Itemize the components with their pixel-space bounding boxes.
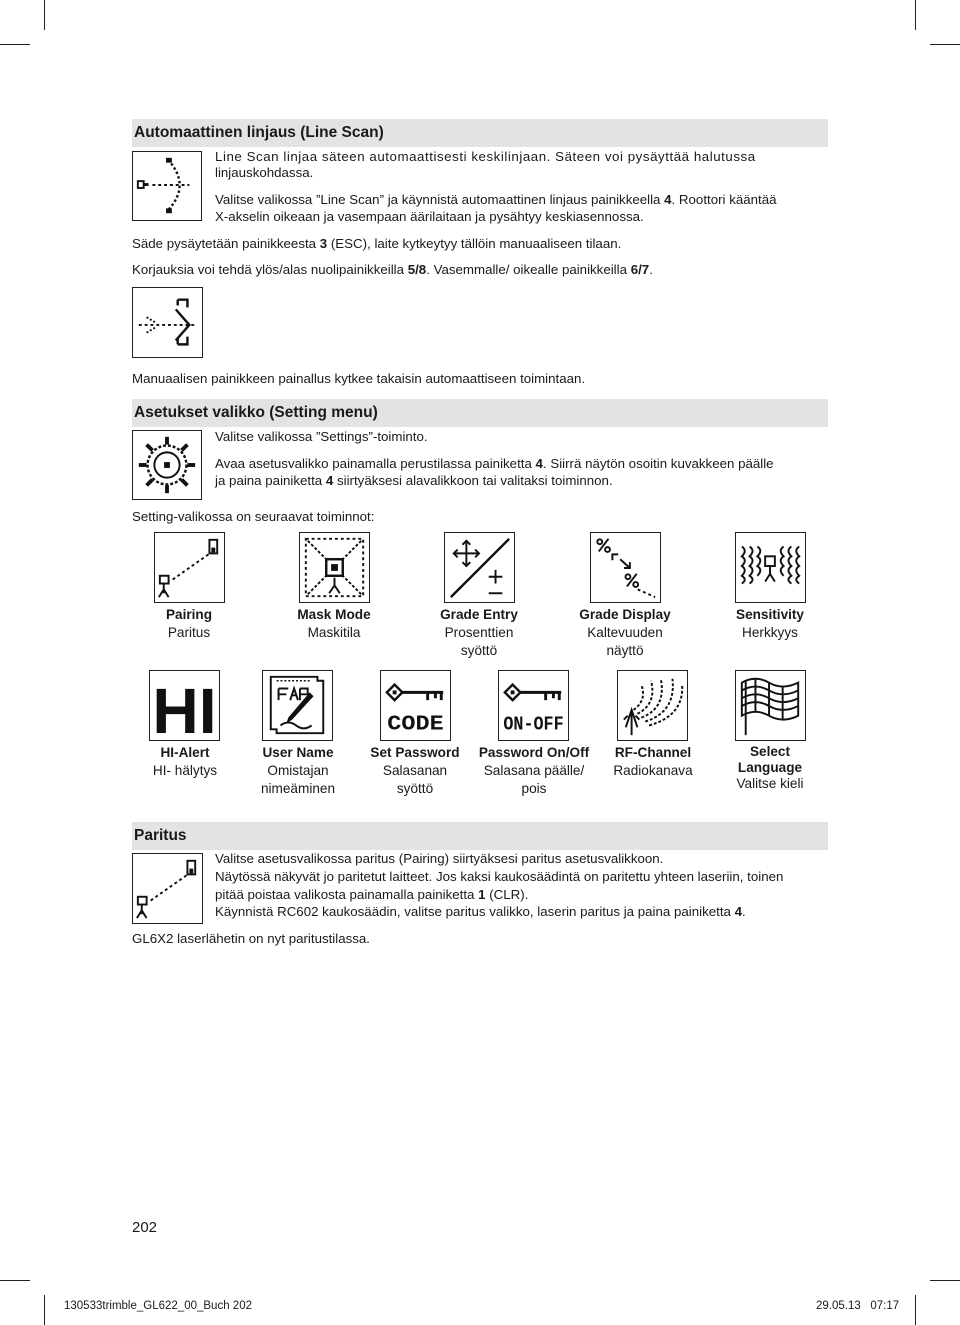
footer-timestamp: 29.05.13 07:17	[816, 1300, 900, 1312]
hi-alert-icon-text: HI	[152, 675, 217, 740]
grade-display-icon	[590, 532, 661, 603]
grade-entry-icon	[444, 532, 515, 603]
menu-caption-hi-alert: HI-Alert HI- hälytys	[152, 745, 218, 778]
password-onoff-icon-text: ON-OFF	[503, 713, 564, 736]
crop-mark	[44, 1295, 45, 1325]
pairing-icon	[154, 532, 225, 603]
line-scan-paragraph-5: Manuaalisen painikkeen painallus kytkee takaisin automaattiseen toimintaan.	[132, 371, 586, 386]
crop-mark	[915, 1295, 916, 1325]
line-scan-paragraph-1b: linjauskohdassa.	[215, 165, 314, 180]
settings-paragraph-2b: ja paina painiketta 4 siirtyäksesi alavalikkoon tai valitaksi toiminnon.	[215, 473, 613, 488]
menu-caption-grade-entry: Grade Entry Prosenttien syöttö	[440, 607, 518, 658]
section-heading-settings: Asetukset valikko (Setting menu)	[132, 399, 828, 427]
line-scan-icon	[132, 151, 202, 221]
crop-mark	[0, 44, 30, 45]
line-scan-paragraph-2b: X-akselin oikeaan ja vasempaan äärilaitaan ja pysähtyy keskiasennossa.	[215, 209, 644, 224]
sensitivity-icon	[735, 532, 806, 603]
menu-caption-mask-mode: Mask Mode Maskitila	[297, 607, 371, 640]
menu-caption-set-password: Set Password Salasanan syöttö	[370, 745, 460, 796]
settings-gear-icon	[132, 430, 202, 500]
settings-paragraph-2a: Avaa asetusvalikko painamalla perustilassa painiketta 4. Siirrä näytön osoitin kuvakkeen päälle	[215, 456, 774, 471]
mask-mode-icon	[299, 532, 370, 603]
crop-mark	[44, 0, 45, 30]
rf-channel-icon	[617, 670, 688, 741]
menu-caption-language: Select Language Valitse kieli	[736, 744, 804, 791]
menu-caption-rf-channel: RF-Channel Radiokanava	[613, 745, 693, 778]
crop-mark	[930, 1280, 960, 1281]
menu-caption-sensitivity: Sensitivity Herkkyys	[736, 607, 804, 640]
hi-alert-icon	[149, 670, 220, 741]
line-scan-paragraph-1a: Line Scan linjaa säteen automaattisesti keskilinjaan. Säteen voi pysäyttää halutussa	[215, 149, 756, 164]
settings-paragraph-1: Valitse valikossa ”Settings”-toiminto.	[215, 429, 428, 444]
crop-mark	[915, 0, 916, 30]
manual-adjust-icon	[132, 287, 203, 358]
menu-caption-grade-display: Grade Display Kaltevuuden näyttö	[579, 607, 671, 658]
line-scan-paragraph-4: Korjauksia voi tehdä ylös/alas nuolipainikkeilla 5/8. Vasemmalle/ oikealle painikkeilla 6/7.	[132, 262, 653, 277]
menu-caption-pairing: Pairing Paritus	[165, 607, 213, 640]
section-heading-pairing: Paritus	[132, 822, 828, 850]
pairing-paragraph-3: Käynnistä RC602 kaukosäädin, valitse paritus valikko, laserin paritus ja paina painiketta 4.	[215, 904, 746, 919]
line-scan-paragraph-2a: Valitse valikossa ”Line Scan” ja käynnistä automaattinen linjaus painikkeella 4. Roottori kääntää	[215, 192, 777, 207]
pairing-section-icon	[132, 853, 203, 924]
menu-caption-password-onoff: Password On/Off Salasana päälle/ pois	[478, 745, 590, 796]
password-onoff-icon	[498, 670, 569, 741]
set-password-icon-text: CODE	[387, 712, 444, 737]
pairing-paragraph-2b: pitää poistaa valikosta painamalla painiketta 1 (CLR).	[215, 887, 529, 902]
pairing-paragraph-4: GL6X2 laserlähetin on nyt paritustilassa.	[132, 931, 371, 946]
crop-mark	[930, 44, 960, 45]
language-icon	[735, 670, 806, 741]
user-name-icon	[262, 670, 333, 741]
section-heading-line-scan: Automaattinen linjaus (Line Scan)	[132, 119, 828, 147]
line-scan-paragraph-3: Säde pysäytetään painikkeesta 3 (ESC), laite kytkeytyy tällöin manuaaliseen tilaan.	[132, 236, 622, 251]
settings-intro: Setting-valikossa on seuraavat toiminnot:	[132, 509, 375, 524]
page-number: 202	[132, 1219, 158, 1236]
crop-mark	[0, 1280, 30, 1281]
set-password-icon	[380, 670, 451, 741]
pairing-paragraph-1: Valitse asetusvalikossa paritus (Pairing) siirtyäksesi paritus asetusvalikkoon.	[215, 851, 664, 866]
menu-caption-user-name: User Name Omistajan nimeäminen	[260, 745, 336, 796]
footer-filename: 130533trimble_GL622_00_Buch 202	[64, 1300, 252, 1312]
pairing-paragraph-2a: Näytössä näkyvät jo paritetut laitteet. Jos kaksi kaukosäädintä on paritettu yhteen laseriin, toinen	[215, 869, 784, 884]
